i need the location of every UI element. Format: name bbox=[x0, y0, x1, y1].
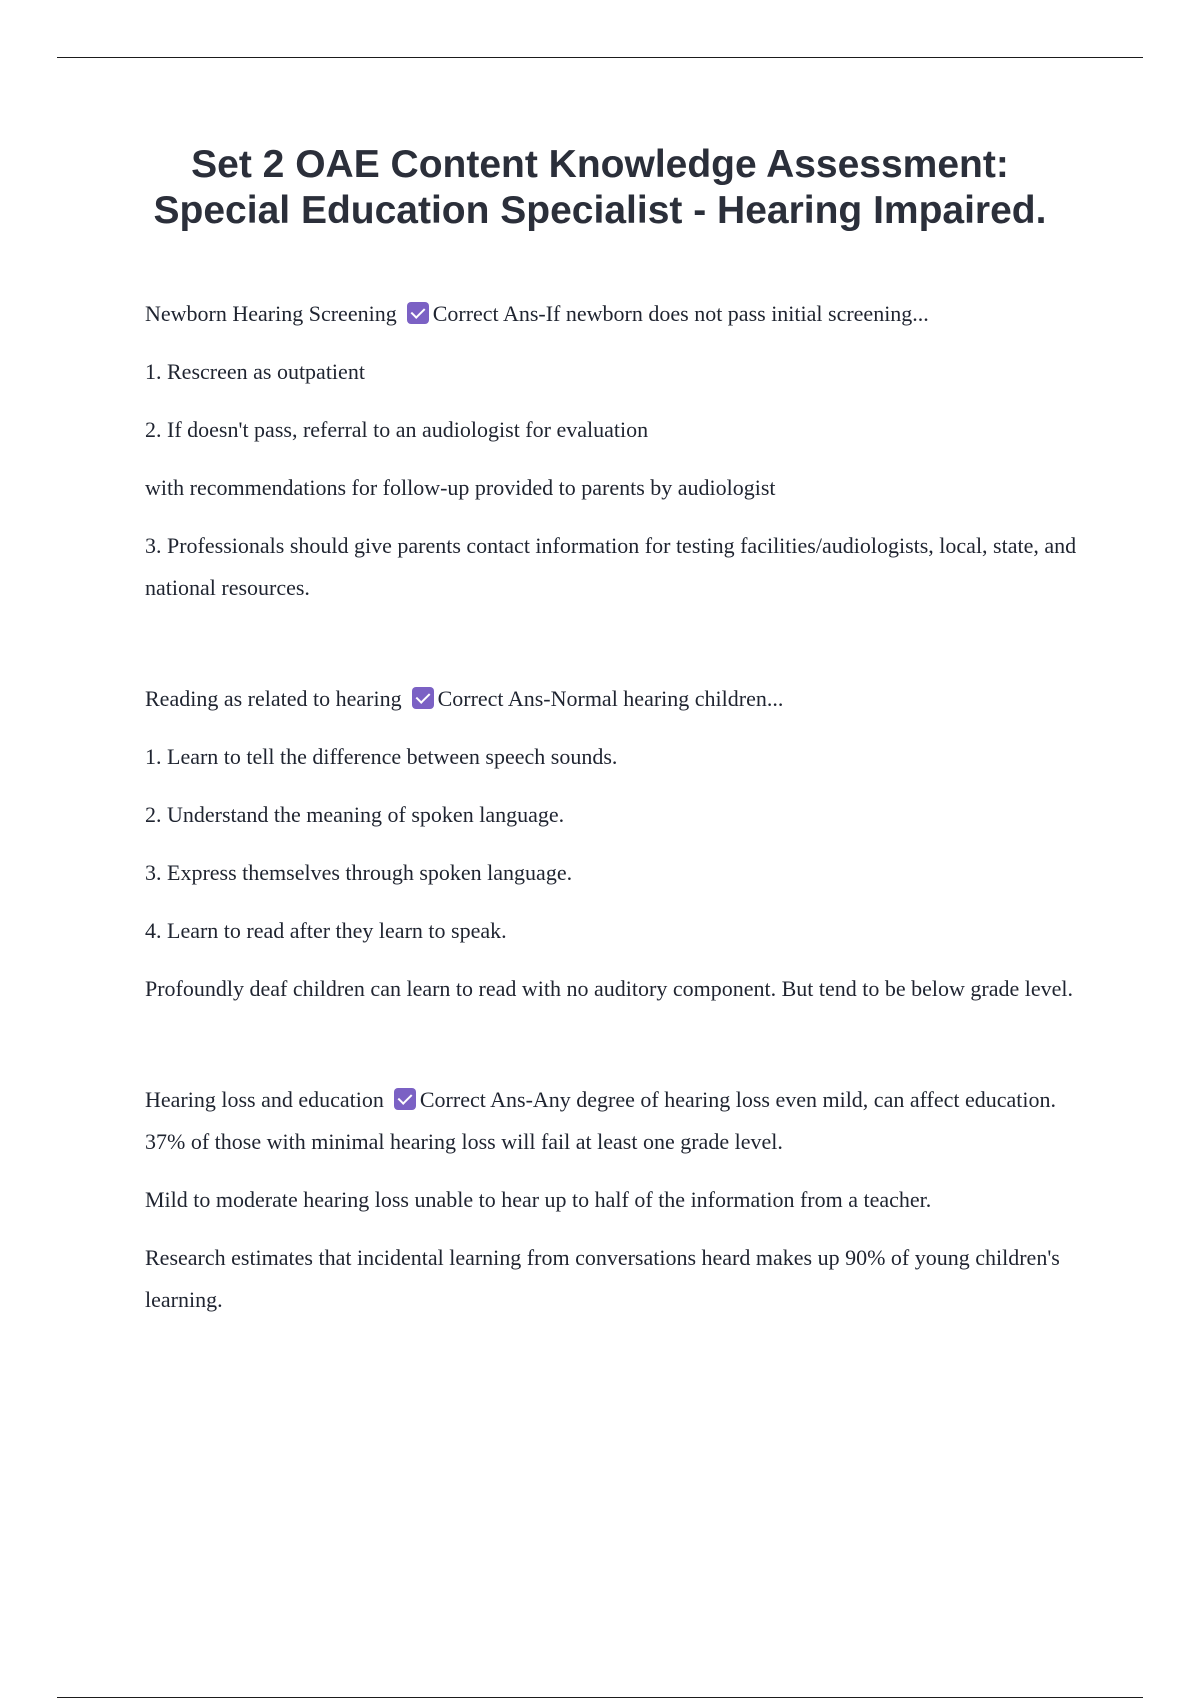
question-line bbox=[145, 293, 1085, 335]
answer-paragraph: Research estimates that incidental learning from conversations heard makes up 90% of young children's learning. bbox=[145, 1245, 1060, 1312]
answer-paragraph: with recommendations for follow-up provided to parents by audiologist bbox=[145, 475, 776, 500]
qa-reading-related-to-hearing bbox=[145, 678, 1085, 1010]
answer-paragraph: 2. If doesn't pass, referral to an audiologist for evaluation bbox=[145, 417, 649, 442]
check-box-icon bbox=[412, 687, 434, 709]
check-box-icon bbox=[407, 302, 429, 324]
title-line-2: Special Education Specialist - Hearing Impaired. bbox=[153, 189, 1047, 232]
bottom-rule bbox=[57, 1697, 1143, 1698]
answer-paragraph: 3. Express themselves through spoken language. bbox=[145, 860, 573, 885]
answer-paragraph: 1. Rescreen as outpatient bbox=[145, 359, 365, 384]
correct-answer: Correct Ans-Any degree of hearing loss even mild, can affect education. 37% of those with minimal hearing loss will fail at least one grade level. bbox=[145, 1087, 1057, 1154]
answer-paragraph: 4. Learn to read after they learn to speak. bbox=[145, 918, 507, 943]
qa-newborn-hearing-screening bbox=[145, 293, 1085, 609]
qa-hearing-loss-and-education bbox=[145, 1079, 1085, 1321]
correct-answer: Correct Ans-Normal hearing children... bbox=[437, 686, 784, 711]
answer-paragraph: 2. Understand the meaning of spoken language. bbox=[145, 802, 565, 827]
answer-paragraph: 3. Professionals should give parents contact information for testing facilities/audiologists, local, state, and national resources. bbox=[145, 533, 1077, 600]
answer-paragraph: Mild to moderate hearing loss unable to hear up to half of the information from a teacher. bbox=[145, 1187, 932, 1212]
answer-paragraph: 1. Learn to tell the difference between speech sounds. bbox=[145, 744, 618, 769]
title-line-1: Set 2 OAE Content Knowledge Assessment: bbox=[191, 143, 1009, 186]
top-rule bbox=[57, 57, 1143, 58]
document-body bbox=[145, 293, 1085, 1321]
question-line bbox=[145, 678, 1085, 720]
question-term: Newborn Hearing Screening bbox=[145, 301, 397, 326]
question-term: Reading as related to hearing bbox=[145, 686, 402, 711]
correct-answer: Correct Ans-If newborn does not pass initial screening... bbox=[432, 301, 929, 326]
check-box-icon bbox=[394, 1088, 416, 1110]
answer-paragraph: Profoundly deaf children can learn to read with no auditory component. But tend to be below grade level. bbox=[145, 976, 1073, 1001]
question-line bbox=[145, 1079, 1085, 1163]
page-title bbox=[100, 142, 1100, 234]
question-term: Hearing loss and education bbox=[145, 1087, 384, 1112]
